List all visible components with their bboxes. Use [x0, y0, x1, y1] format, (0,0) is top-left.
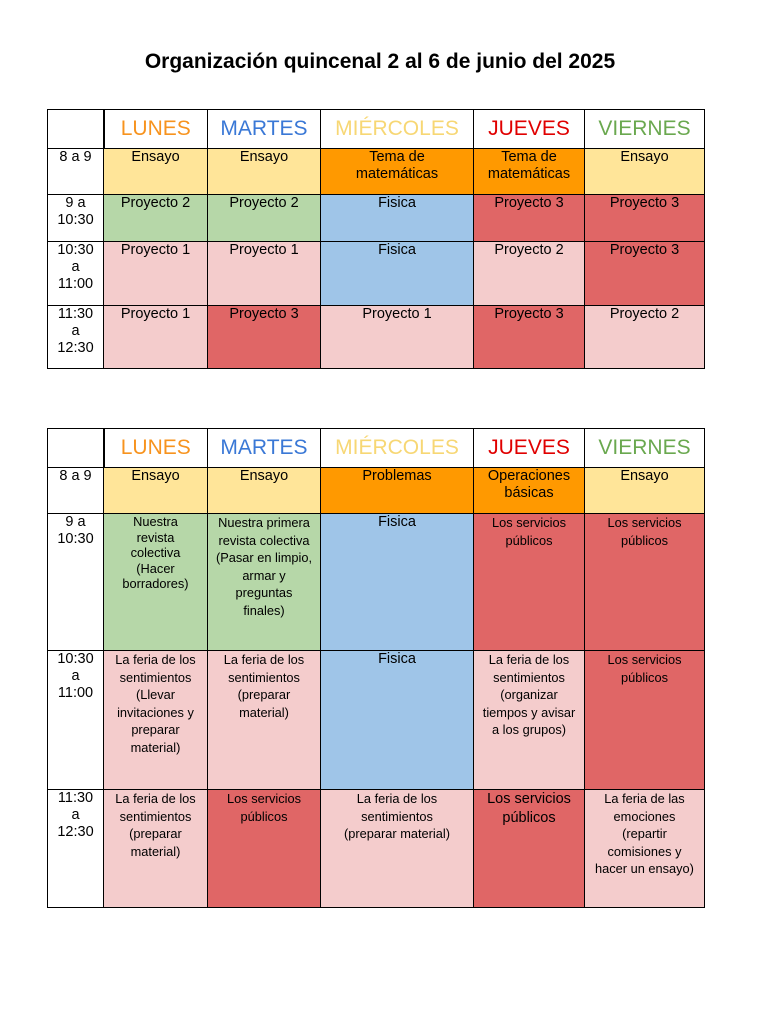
table-row — [48, 195, 705, 242]
table-row — [48, 242, 705, 306]
schedule-cell: Proyecto 1 — [104, 242, 208, 306]
schedule-cell: Proyecto 1 — [104, 306, 208, 369]
schedule-cell: Proyecto 3 — [208, 306, 321, 369]
schedule-cell: Nuestra revista colectiva (Hacer borradores) — [104, 514, 208, 651]
corner-cell — [48, 429, 104, 468]
day-header-viernes: VIERNES — [585, 110, 705, 149]
time-cell: 9 a 10:30 — [48, 514, 104, 651]
day-header-lunes: LUNES — [104, 110, 208, 149]
schedule-cell: Proyecto 1 — [321, 306, 474, 369]
schedule-cell: Proyecto 2 — [104, 195, 208, 242]
schedule-cell: Proyecto 3 — [474, 306, 585, 369]
schedule-cell: Nuestra primera revista colectiva (Pasar en limpio, armar y preguntas finales) — [208, 514, 321, 651]
schedule-cell: Proyecto 1 — [208, 242, 321, 306]
header-row — [48, 429, 705, 468]
table-row — [48, 790, 705, 908]
day-header-miercoles: MIÉRCOLES — [321, 110, 474, 149]
schedule-cell: Fisica — [321, 651, 474, 790]
day-header-martes: MARTES — [208, 429, 321, 468]
day-header-lunes: LUNES — [104, 429, 208, 468]
schedule-cell: La feria de los sentimientos (preparar material) — [208, 651, 321, 790]
schedule-table-week-1 — [47, 109, 705, 369]
table-row — [48, 468, 705, 514]
schedule-cell: Fisica — [321, 514, 474, 651]
time-cell: 10:30 a 11:00 — [48, 242, 104, 306]
schedule-cell: Proyecto 2 — [585, 306, 705, 369]
schedule-cell: Problemas — [321, 468, 474, 514]
day-header-jueves: JUEVES — [474, 110, 585, 149]
table-row — [48, 514, 705, 651]
table-row — [48, 149, 705, 195]
schedule-cell: Ensayo — [104, 468, 208, 514]
schedule-cell: Proyecto 3 — [585, 195, 705, 242]
schedule-cell: Tema de matemáticas — [321, 149, 474, 195]
day-header-viernes: VIERNES — [585, 429, 705, 468]
schedule-cell: Ensayo — [585, 149, 705, 195]
schedule-cell: Ensayo — [208, 149, 321, 195]
schedule-cell: Proyecto 3 — [585, 242, 705, 306]
header-row — [48, 110, 705, 149]
schedule-cell: Fisica — [321, 242, 474, 306]
page-title: Organización quincenal 2 al 6 de junio del 2025 — [144, 50, 616, 73]
schedule-cell: Proyecto 2 — [474, 242, 585, 306]
schedule-cell: La feria de los sentimientos (Llevar invitaciones y preparar material) — [104, 651, 208, 790]
corner-cell — [48, 110, 104, 149]
schedule-cell: Ensayo — [585, 468, 705, 514]
schedule-cell: Ensayo — [104, 149, 208, 195]
schedule-cell: Los servicios públicos — [585, 514, 705, 651]
table-row — [48, 306, 705, 369]
time-cell: 9 a 10:30 — [48, 195, 104, 242]
schedule-cell: Fisica — [321, 195, 474, 242]
table-row — [48, 651, 705, 790]
schedule-cell: Operaciones básicas — [474, 468, 585, 514]
schedule-cell: Los servicios públicos — [208, 790, 321, 908]
schedule-cell: La feria de los sentimientos (preparar material) — [321, 790, 474, 908]
time-cell: 10:30 a 11:00 — [48, 651, 104, 790]
day-header-jueves: JUEVES — [474, 429, 585, 468]
schedule-cell: Los servicios públicos — [585, 651, 705, 790]
day-header-miercoles: MIÉRCOLES — [321, 429, 474, 468]
schedule-cell: Proyecto 2 — [208, 195, 321, 242]
time-cell: 8 a 9 — [48, 468, 104, 514]
schedule-cell: Los servicios públicos — [474, 790, 585, 908]
day-header-martes: MARTES — [208, 110, 321, 149]
time-cell: 11:30 a 12:30 — [48, 790, 104, 908]
schedule-cell: Proyecto 3 — [474, 195, 585, 242]
schedule-cell: La feria de las emociones (repartir comisiones y hacer un ensayo) — [585, 790, 705, 908]
schedule-table-week-2 — [47, 428, 705, 908]
schedule-cell: Tema de matemáticas — [474, 149, 585, 195]
schedule-cell: La feria de los sentimientos (preparar material) — [104, 790, 208, 908]
schedule-cell: Ensayo — [208, 468, 321, 514]
schedule-cell: Los servicios públicos — [474, 514, 585, 651]
schedule-cell: La feria de los sentimientos (organizar tiempos y avisar a los grupos) — [474, 651, 585, 790]
time-cell: 11:30 a 12:30 — [48, 306, 104, 369]
time-cell: 8 a 9 — [48, 149, 104, 195]
